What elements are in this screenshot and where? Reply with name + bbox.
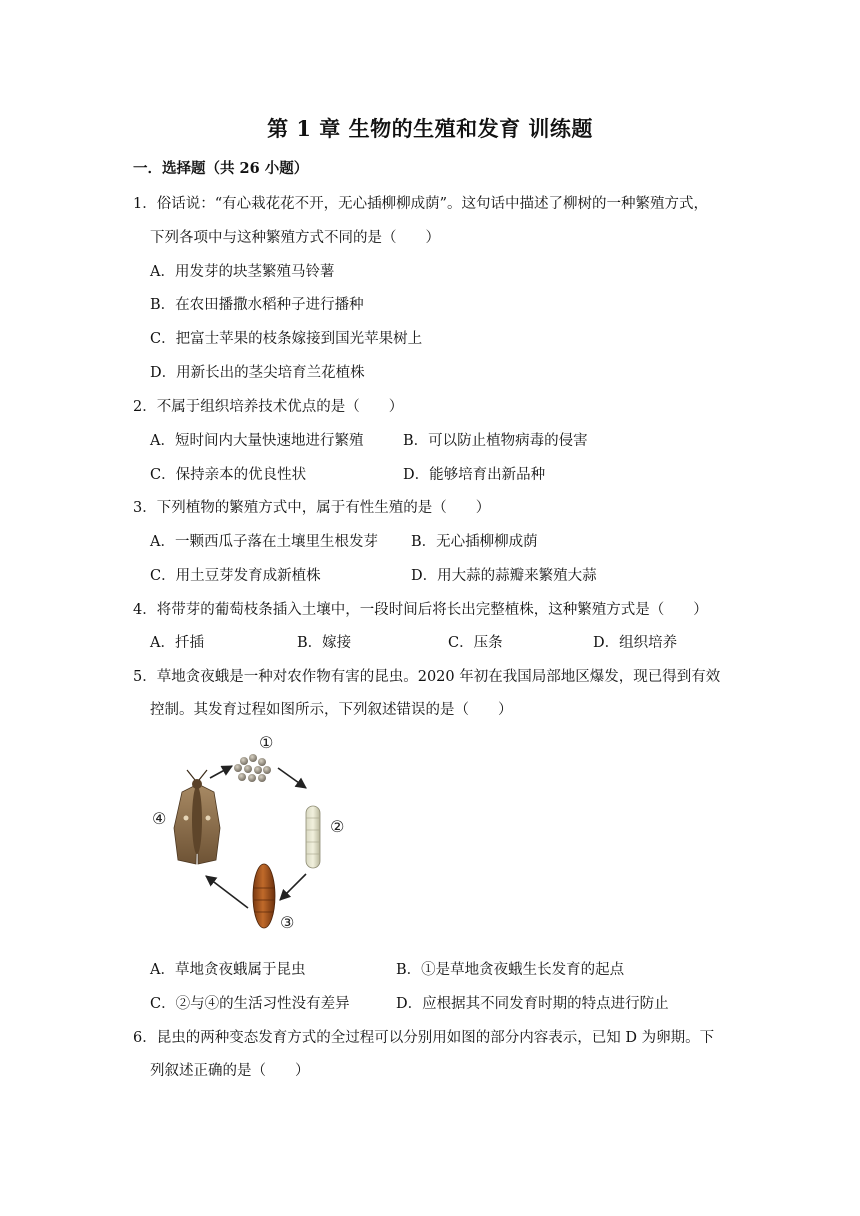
question-1-option-d: D．用新长出的茎尖培育兰花植株	[150, 365, 365, 381]
larva-icon	[306, 806, 320, 868]
label-stage-3: ③	[280, 913, 295, 932]
question-1-option-b: B．在农田播撒水稻种子进行播种	[150, 297, 364, 313]
question-1-line-2: 下列各项中与这种繁殖方式不同的是（ ）	[150, 230, 440, 246]
question-3-option-a: A．一颗西瓜子落在土壤里生根发芽	[150, 534, 378, 550]
arrow-pupa-to-adult	[206, 876, 248, 908]
label-stage-2: ②	[330, 817, 345, 836]
moth-icon	[174, 770, 220, 864]
egg-cluster-icon	[234, 754, 271, 782]
question-4-option-c: C．压条	[448, 635, 503, 651]
question-2-option-d: D．能够培育出新品种	[403, 467, 546, 483]
question-5-line-1: 5．草地贪夜蛾是一种对农作物有害的昆虫。2020 年初在我国局部地区爆发，现已得到有效	[133, 669, 721, 685]
arrow-adult-to-egg	[210, 766, 232, 778]
question-4-line-1: 4．将带芽的葡萄枝条插入土壤中，一段时间后将长出完整植株，这种繁殖方式是（ ）	[133, 602, 708, 618]
pupa-icon	[253, 864, 275, 928]
question-5-option-d: D．应根据其不同发育时期的特点进行防止	[396, 996, 669, 1012]
arrow-larva-to-pupa	[280, 874, 306, 900]
question-2-line-1: 2．不属于组织培养技术优点的是（ ）	[133, 399, 404, 415]
question-2-option-a: A．短时间内大量快速地进行繁殖	[150, 433, 364, 449]
question-1-option-c: C．把富士苹果的枝条嫁接到国光苹果树上	[150, 331, 423, 347]
question-3-option-c: C．用土豆芽发育成新植株	[150, 568, 321, 584]
label-stage-4: ④	[152, 809, 167, 828]
arrow-egg-to-larva	[278, 768, 306, 788]
question-3-line-1: 3．下列植物的繁殖方式中，属于有性生殖的是（ ）	[133, 500, 491, 516]
life-cycle-diagram	[140, 728, 360, 943]
question-2-option-c: C．保持亲本的优良性状	[150, 467, 307, 483]
question-5-option-c: C．②与④的生活习性没有差异	[150, 996, 350, 1012]
label-stage-1: ①	[259, 733, 274, 752]
question-5-line-2: 控制。其发育过程如图所示，下列叙述错误的是（ ）	[150, 702, 513, 718]
question-3-option-b: B．无心插柳柳成荫	[411, 534, 538, 550]
page-title: 第 1 章 生物的生殖和发育 训练题	[267, 116, 593, 141]
question-1-option-a: A．用发芽的块茎繁殖马铃薯	[150, 264, 335, 280]
section-heading: 一．选择题（共 26 小题）	[133, 160, 309, 177]
question-3-option-d: D．用大蒜的蒜瓣来繁殖大蒜	[411, 568, 597, 584]
question-5-option-a: A．草地贪夜蛾属于昆虫	[150, 962, 306, 978]
question-2-option-b: B．可以防止植物病毒的侵害	[403, 433, 588, 449]
question-5-option-b: B．①是草地贪夜蛾生长发育的起点	[396, 962, 625, 978]
question-6-line-2: 列叙述正确的是（ ）	[150, 1063, 310, 1079]
question-4-option-b: B．嫁接	[297, 635, 352, 651]
question-6-line-1: 6．昆虫的两种变态发育方式的全过程可以分别用如图的部分内容表示，已知 D 为卵期。下	[133, 1030, 715, 1046]
question-4-option-d: D．组织培养	[593, 635, 678, 651]
question-4-option-a: A．扦插	[150, 635, 204, 651]
question-1-line-1: 1．俗话说：“有心栽花花不开，无心插柳柳成荫”。这句话中描述了柳树的一种繁殖方式，	[133, 196, 709, 212]
